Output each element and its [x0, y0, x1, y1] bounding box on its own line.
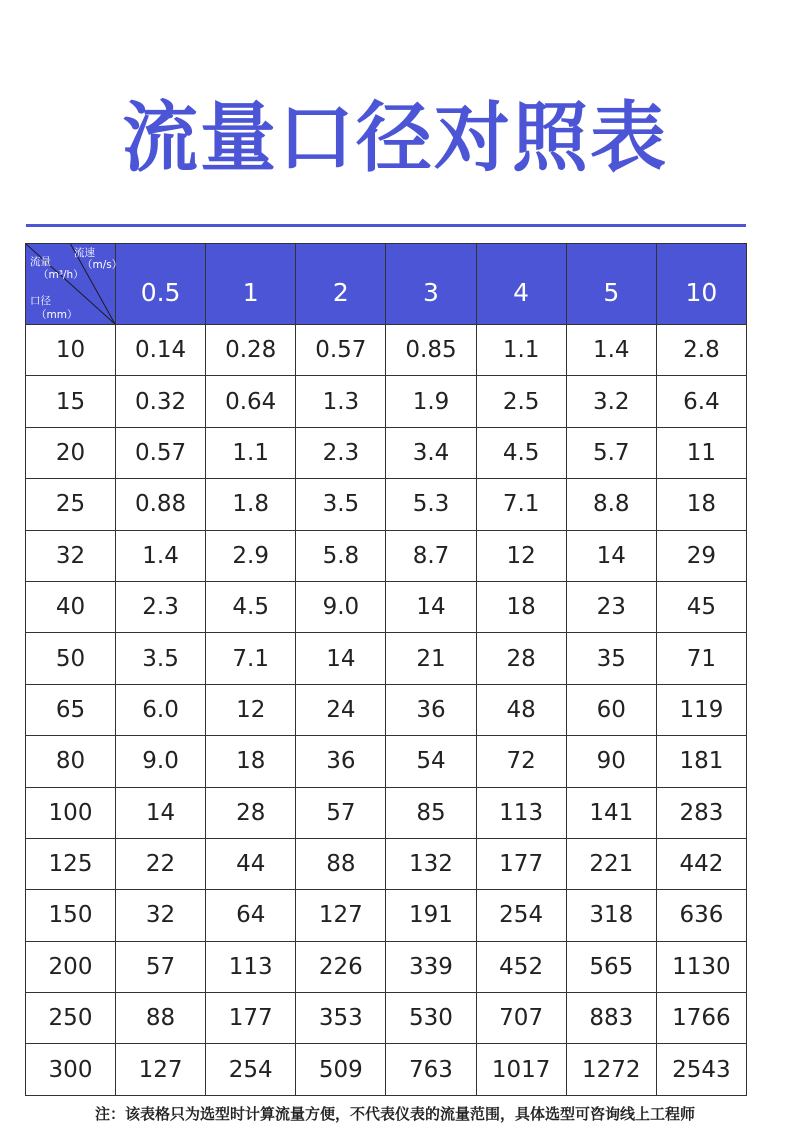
flow-value-cell: 28 [476, 633, 566, 684]
table-row [26, 427, 747, 478]
flow-value-cell: 8.8 [566, 479, 656, 530]
flow-value-cell: 72 [476, 736, 566, 787]
table-row [26, 325, 747, 376]
flow-value-cell: 442 [656, 838, 746, 889]
table-row [26, 581, 747, 632]
velocity-header: 1 [206, 244, 296, 325]
flow-value-cell: 14 [296, 633, 386, 684]
velocity-header: 3 [386, 244, 476, 325]
diameter-cell: 125 [26, 838, 116, 889]
flow-value-cell: 14 [116, 787, 206, 838]
footnote: 注：该表格只为选型时计算流量方便，不代表仪表的流量范围，具体选型可咨询线上工程师 [94, 1105, 695, 1123]
title-divider [26, 224, 746, 227]
flow-value-cell: 44 [206, 838, 296, 889]
flow-value-cell: 883 [566, 993, 656, 1044]
corner-diameter-label: 口径 [30, 295, 51, 307]
corner-diameter-unit: （mm） [36, 309, 78, 321]
diameter-cell: 50 [26, 633, 116, 684]
flow-value-cell: 88 [296, 838, 386, 889]
flow-value-cell: 1017 [476, 1044, 566, 1095]
corner-flow-label: 流量 [30, 256, 51, 268]
flow-value-cell: 1.4 [116, 530, 206, 581]
flow-value-cell: 36 [386, 684, 476, 735]
flow-value-cell: 0.14 [116, 325, 206, 376]
velocity-header: 10 [656, 244, 746, 325]
flow-value-cell: 0.64 [206, 376, 296, 427]
flow-value-cell: 452 [476, 941, 566, 992]
flow-value-cell: 132 [386, 838, 476, 889]
corner-header-cell [26, 244, 123, 325]
velocity-header: 4 [476, 244, 566, 325]
flow-value-cell: 283 [656, 787, 746, 838]
flow-value-cell: 9.0 [296, 581, 386, 632]
diameter-cell: 10 [26, 325, 116, 376]
table-row [26, 1044, 747, 1095]
table-row [26, 993, 747, 1044]
flow-value-cell: 763 [386, 1044, 476, 1095]
table-row [26, 941, 747, 992]
flow-value-cell: 221 [566, 838, 656, 889]
table-row [26, 890, 747, 941]
flow-value-cell: 0.85 [386, 325, 476, 376]
flow-value-cell: 21 [386, 633, 476, 684]
flow-value-cell: 127 [296, 890, 386, 941]
diameter-cell: 80 [26, 736, 116, 787]
flow-value-cell: 127 [116, 1044, 206, 1095]
flow-value-cell: 0.57 [116, 427, 206, 478]
flow-value-cell: 6.4 [656, 376, 746, 427]
flow-value-cell: 3.5 [296, 479, 386, 530]
flow-value-cell: 1.1 [206, 427, 296, 478]
flow-value-cell: 7.1 [206, 633, 296, 684]
flow-value-cell: 707 [476, 993, 566, 1044]
flow-value-cell: 254 [206, 1044, 296, 1095]
table-row [26, 736, 747, 787]
diameter-cell: 25 [26, 479, 116, 530]
flow-value-cell: 45 [656, 581, 746, 632]
corner-speed-unit: （m/s） [82, 259, 123, 271]
flow-value-cell: 1.3 [296, 376, 386, 427]
flow-value-cell: 2.3 [296, 427, 386, 478]
corner-speed-label: 流速 [74, 247, 95, 259]
table-row [26, 479, 747, 530]
flow-value-cell: 0.28 [206, 325, 296, 376]
flow-value-cell: 1272 [566, 1044, 656, 1095]
flow-value-cell: 3.5 [116, 633, 206, 684]
flow-value-cell: 5.3 [386, 479, 476, 530]
flow-value-cell: 7.1 [476, 479, 566, 530]
flow-value-cell: 191 [386, 890, 476, 941]
flow-value-cell: 2.8 [656, 325, 746, 376]
flow-value-cell: 28 [206, 787, 296, 838]
flow-value-cell: 14 [566, 530, 656, 581]
diameter-cell: 200 [26, 941, 116, 992]
flow-value-cell: 11 [656, 427, 746, 478]
flow-value-cell: 18 [476, 581, 566, 632]
flow-value-cell: 4.5 [476, 427, 566, 478]
table-row [26, 838, 747, 889]
header-row [26, 244, 747, 325]
flow-value-cell: 565 [566, 941, 656, 992]
flow-value-cell: 1.4 [566, 325, 656, 376]
table-row [26, 787, 747, 838]
flow-value-cell: 1.9 [386, 376, 476, 427]
flow-value-cell: 5.8 [296, 530, 386, 581]
flow-value-cell: 177 [206, 993, 296, 1044]
flow-value-cell: 509 [296, 1044, 386, 1095]
flow-value-cell: 318 [566, 890, 656, 941]
flow-value-cell: 64 [206, 890, 296, 941]
flow-value-cell: 141 [566, 787, 656, 838]
diameter-cell: 65 [26, 684, 116, 735]
flow-value-cell: 48 [476, 684, 566, 735]
flow-value-cell: 0.32 [116, 376, 206, 427]
flow-value-cell: 36 [296, 736, 386, 787]
flow-value-cell: 35 [566, 633, 656, 684]
page-title: 流量口径对照表 [122, 93, 668, 182]
flow-value-cell: 353 [296, 993, 386, 1044]
flow-value-cell: 0.88 [116, 479, 206, 530]
flow-value-cell: 226 [296, 941, 386, 992]
flow-value-cell: 1.8 [206, 479, 296, 530]
flow-value-cell: 3.4 [386, 427, 476, 478]
flow-value-cell: 9.0 [116, 736, 206, 787]
flow-value-cell: 1.1 [476, 325, 566, 376]
flow-value-cell: 119 [656, 684, 746, 735]
velocity-header: 2 [296, 244, 386, 325]
velocity-header: 5 [566, 244, 656, 325]
diameter-cell: 150 [26, 890, 116, 941]
flow-value-cell: 29 [656, 530, 746, 581]
flow-value-cell: 12 [476, 530, 566, 581]
flow-value-cell: 54 [386, 736, 476, 787]
flow-value-cell: 177 [476, 838, 566, 889]
flow-value-cell: 71 [656, 633, 746, 684]
velocity-header: 0.5 [116, 244, 206, 325]
flow-value-cell: 14 [386, 581, 476, 632]
flow-value-cell: 90 [566, 736, 656, 787]
diameter-cell: 20 [26, 427, 116, 478]
flow-value-cell: 57 [116, 941, 206, 992]
flow-value-cell: 339 [386, 941, 476, 992]
flow-value-cell: 530 [386, 993, 476, 1044]
flow-value-cell: 18 [656, 479, 746, 530]
table-row [26, 633, 747, 684]
flow-value-cell: 6.0 [116, 684, 206, 735]
corner-flow-unit: （m³/h） [38, 269, 84, 281]
flow-value-cell: 1130 [656, 941, 746, 992]
flow-value-cell: 60 [566, 684, 656, 735]
diameter-cell: 40 [26, 581, 116, 632]
flow-value-cell: 22 [116, 838, 206, 889]
flow-value-cell: 113 [476, 787, 566, 838]
flow-value-cell: 18 [206, 736, 296, 787]
flow-value-cell: 32 [116, 890, 206, 941]
flow-diameter-table [25, 243, 747, 1096]
diameter-cell: 300 [26, 1044, 116, 1095]
table-body [26, 325, 747, 1096]
flow-value-cell: 636 [656, 890, 746, 941]
table-row [26, 376, 747, 427]
flow-value-cell: 2.9 [206, 530, 296, 581]
flow-value-cell: 4.5 [206, 581, 296, 632]
diameter-cell: 100 [26, 787, 116, 838]
flow-value-cell: 3.2 [566, 376, 656, 427]
flow-value-cell: 2.5 [476, 376, 566, 427]
flow-value-cell: 113 [206, 941, 296, 992]
flow-value-cell: 12 [206, 684, 296, 735]
flow-value-cell: 0.57 [296, 325, 386, 376]
diameter-cell: 32 [26, 530, 116, 581]
flow-value-cell: 85 [386, 787, 476, 838]
flow-value-cell: 254 [476, 890, 566, 941]
flow-value-cell: 181 [656, 736, 746, 787]
diameter-cell: 250 [26, 993, 116, 1044]
flow-value-cell: 57 [296, 787, 386, 838]
table-row [26, 530, 747, 581]
flow-value-cell: 5.7 [566, 427, 656, 478]
flow-value-cell: 24 [296, 684, 386, 735]
flow-value-cell: 88 [116, 993, 206, 1044]
flow-value-cell: 1766 [656, 993, 746, 1044]
flow-value-cell: 2543 [656, 1044, 746, 1095]
flow-value-cell: 8.7 [386, 530, 476, 581]
diameter-cell: 15 [26, 376, 116, 427]
flow-value-cell: 2.3 [116, 581, 206, 632]
table-row [26, 684, 747, 735]
flow-value-cell: 23 [566, 581, 656, 632]
